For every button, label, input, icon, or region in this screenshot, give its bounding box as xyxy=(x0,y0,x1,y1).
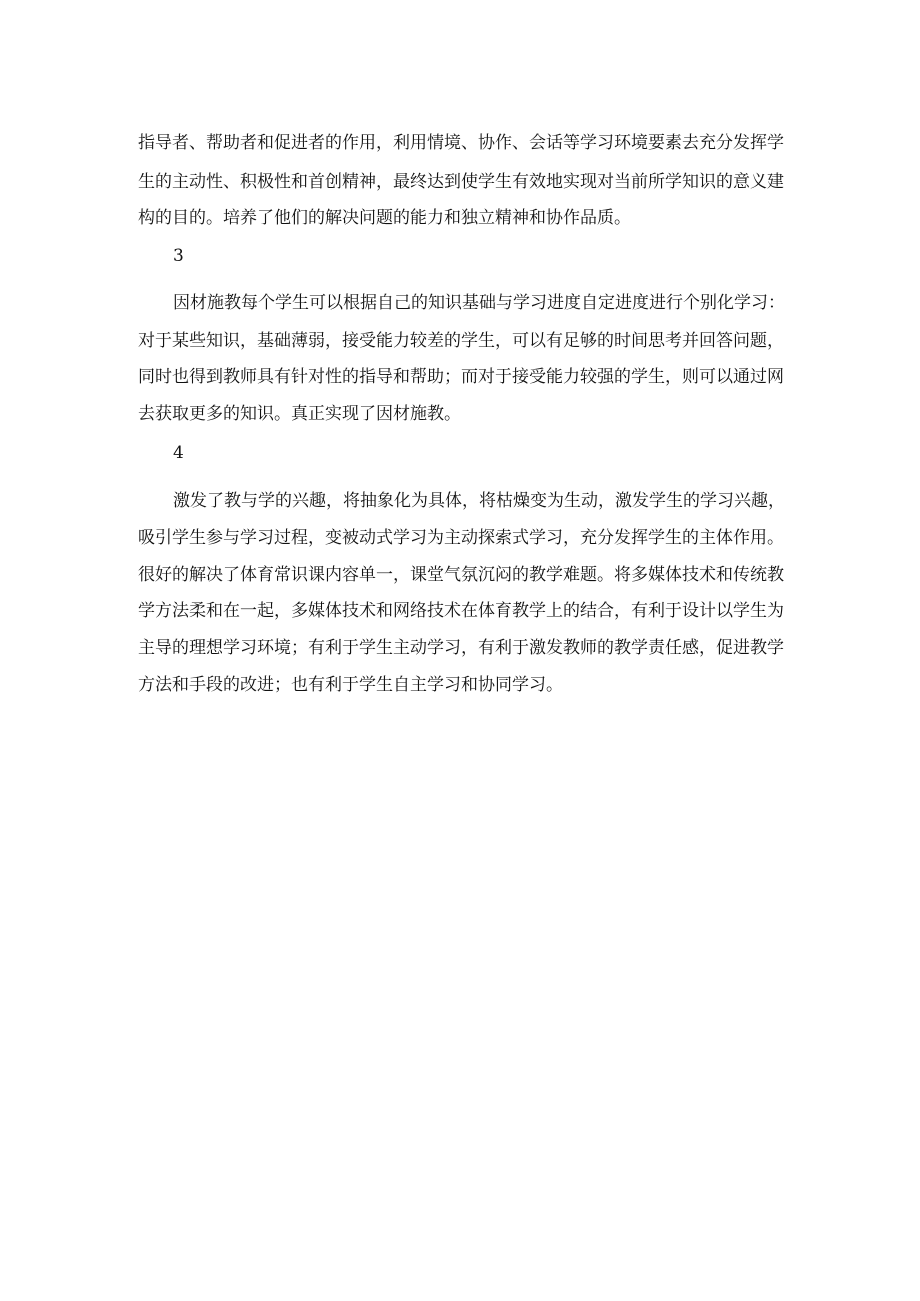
paragraph-line: 对于某些知识，基础薄弱，接受能力较差的学生，可以有足够的时间思考并回答问题， xyxy=(138,331,784,351)
paragraph-line: 生的主动性、积极性和首创精神，最终达到使学生有效地实现对当前所学知识的意义建 xyxy=(138,172,784,192)
paragraph-line: 激发了教与学的兴趣，将抽象化为具体，将枯燥变为生动，激发学生的学习兴趣， xyxy=(173,491,785,511)
paragraph-line: 很好的解决了体育常识课内容单一，课堂气氛沉闷的教学难题。将多媒体技术和传统教 xyxy=(138,565,784,585)
paragraph-line: 去获取更多的知识。真正实现了因材施教。 xyxy=(138,404,461,424)
paragraph-line: 指导者、帮助者和促进者的作用，利用情境、协作、会话等学习环境要素去充分发挥学 xyxy=(138,133,784,153)
section-number-4: 4 xyxy=(173,443,184,463)
paragraph-line: 学方法柔和在一起，多媒体技术和网络技术在体育教学上的结合，有利于设计以学生为 xyxy=(138,601,784,621)
paragraph-line: 构的目的。培养了他们的解决问题的能力和独立精神和协作品质。 xyxy=(138,208,631,228)
paragraph-line: 因材施教每个学生可以根据自己的知识基础与学习进度自定进度进行个别化学习： xyxy=(173,293,785,313)
section-number-3: 3 xyxy=(173,246,184,266)
paragraph-line: 吸引学生参与学习过程，变被动式学习为主动探索式学习，充分发挥学生的主体作用。 xyxy=(138,528,784,548)
paragraph-line: 同时也得到教师具有针对性的指导和帮助；而对于接受能力较强的学生，则可以通过网 xyxy=(138,367,784,387)
paragraph-line: 主导的理想学习环境；有利于学生主动学习，有利于激发教师的教学责任感，促进教学 xyxy=(138,638,784,658)
paragraph-line: 方法和手段的改进；也有利于学生自主学习和协同学习。 xyxy=(138,675,563,695)
